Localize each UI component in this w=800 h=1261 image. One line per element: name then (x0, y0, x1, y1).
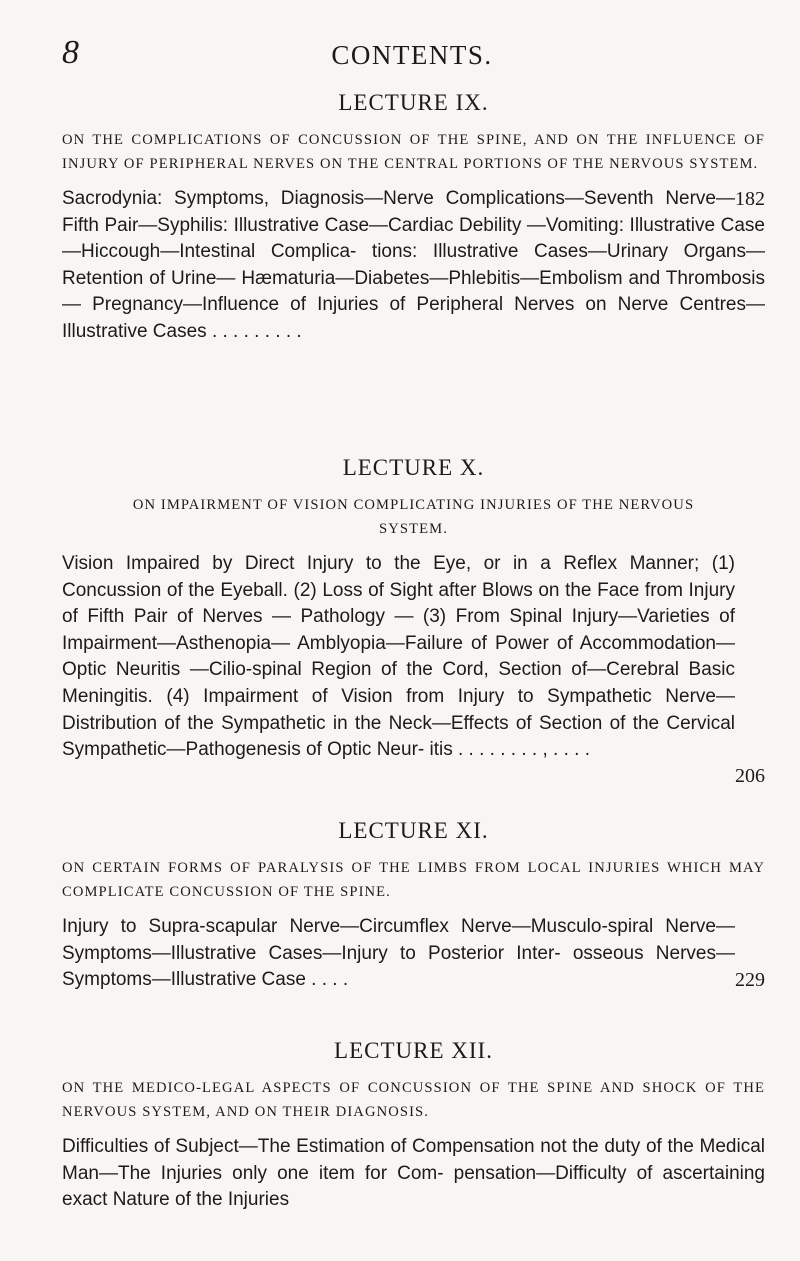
lecture-title: LECTURE X. (342, 455, 485, 480)
lecture-subtitle: ON IMPAIRMENT OF VISION COMPLICATING INJURIES OF THE NERVOUS SYSTEM. (132, 497, 695, 537)
lecture-summary (62, 914, 765, 994)
lecture-title: LECTURE IX. (338, 90, 489, 115)
lecture-subtitle: ON THE COMPLICATIONS OF CONCUSSION OF THE SPINE, AND ON THE INFLUENCE OF INJURY OF PERIPHERAL NERVES ON THE CENTRAL PORTIONS OF THE NERVOUS SYSTEM. (62, 132, 765, 172)
lecture-summary (62, 186, 765, 346)
lecture-title: LECTURE XI. (338, 818, 489, 843)
page-header (62, 34, 762, 74)
lecture-summary-text: Vision Impaired by Direct Injury to the Eye, or in a Reflex Manner; (1) Concussion of the Eyeball. (2) Loss of Sight after Blows on the Face from Injury of Fifth Pair of Nerves — Pathology — (3) From Spinal Injury—Varieties of Impairment—Asthenopia— Amblyopia—Failure of Power of Accommodation—Optic Neuritis —Cilio-spinal Region of the Cord, Section of—Cerebral Basic Meningitis. (4) Impairment of Vision from Injury to Sympathetic Nerve—Distribution of the Sympathetic in the Neck—Effects of Section of the Cervical Sympathetic—Pathogenesis of Optic Neur- itis . . . . . . . . , . . . . (62, 553, 735, 761)
lecture-summary (62, 551, 765, 787)
page-number: 8 (62, 34, 79, 71)
running-title: CONTENTS. (331, 40, 493, 70)
lecture-xii (62, 1038, 765, 1214)
lecture-summary (62, 1134, 765, 1214)
page-reference: 229 (735, 969, 765, 991)
lecture-summary-text: Injury to Supra-scapular Nerve—Circumflex Nerve—Musculo-spiral Nerve—Symptoms—Illustrative Cases—Injury to Posterior Inter- osseous Nerves—Symptoms—Illustrative Case . . . . (62, 916, 735, 991)
page-reference: 182 (735, 188, 765, 210)
lecture-x (62, 455, 765, 790)
lecture-summary-text: Sacrodynia: Symptoms, Diagnosis—Nerve Complications—Seventh Nerve—Fifth Pair—Syphilis: Illustrative Case—Cardiac Debility —Vomiting: Illustrative Case—Hiccough—Intestinal Complica- tions: Illustrative Cases—Urinary Organs—Retention of Urine— Hæmaturia—Diabetes—Phlebitis—Embolism and Thrombosis— Pregnancy—Influence of Injuries of Peripheral Nerves on Nerve Centres—Illustrative Cases . . . . . . . . . (62, 188, 765, 342)
lecture-xi (62, 818, 765, 994)
lecture-title: LECTURE XII. (334, 1038, 493, 1063)
lecture-summary-text: Difficulties of Subject—The Estimation of Compensation not the duty of the Medical Man—The Injuries only one item for Com- pensation—Difficulty of ascertaining exact Nature of the Injuries (62, 1136, 765, 1211)
lecture-subtitle: ON THE MEDICO-LEGAL ASPECTS OF CONCUSSION OF THE SPINE AND SHOCK OF THE NERVOUS SYSTEM, AND ON THEIR DIAGNOSIS. (62, 1080, 765, 1120)
lecture-ix (62, 90, 765, 346)
lecture-subtitle: ON CERTAIN FORMS OF PARALYSIS OF THE LIMBS FROM LOCAL INJURIES WHICH MAY COMPLICATE CONCUSSION OF THE SPINE. (62, 860, 765, 900)
page-reference: 206 (735, 765, 765, 787)
